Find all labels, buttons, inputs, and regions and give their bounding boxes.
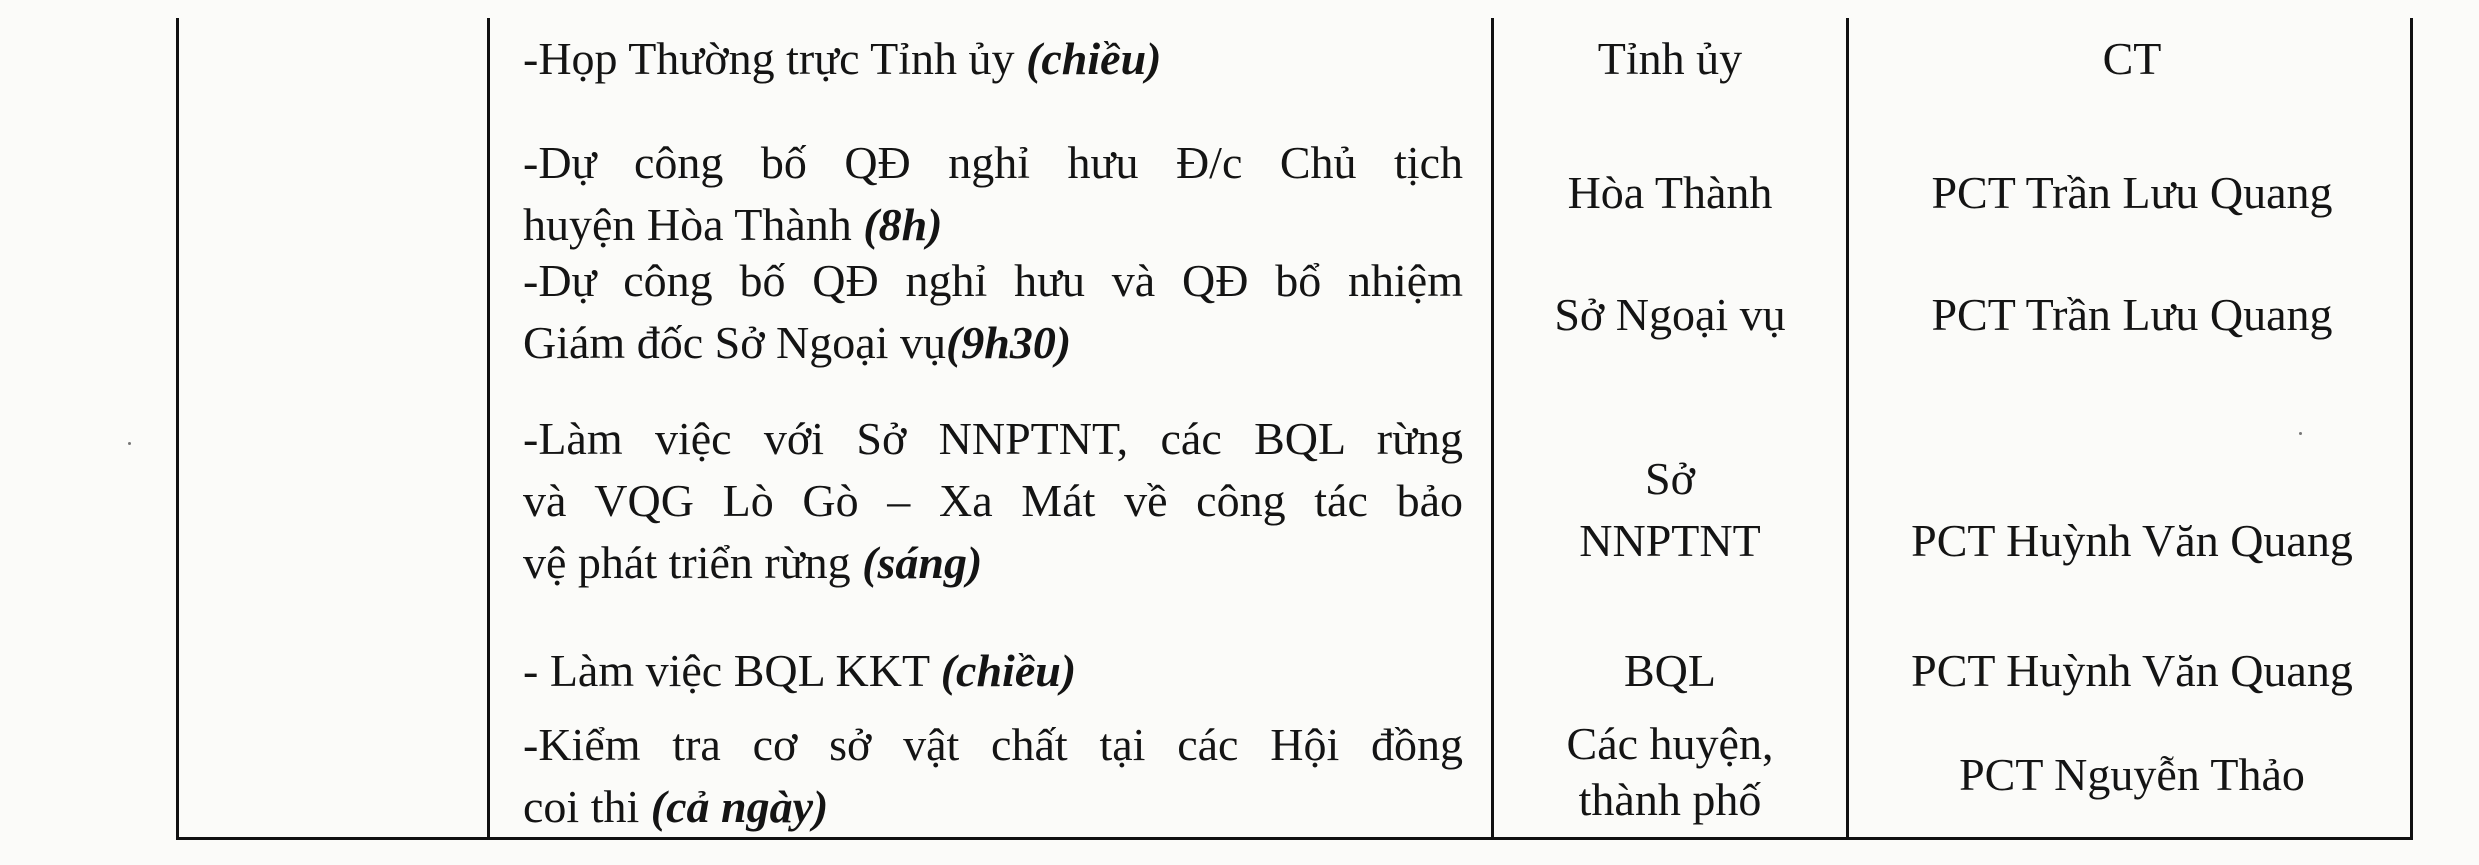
task-text: vệ phát triển rừng	[523, 537, 863, 588]
place-cell	[1497, 448, 1843, 572]
task-cell	[523, 250, 1463, 374]
person-cell	[1851, 28, 2413, 90]
place-text: Các huyện,	[1566, 718, 1774, 769]
person-text: CT	[2102, 33, 2162, 84]
task-cell	[523, 408, 1463, 594]
person-text: PCT Nguyễn Thảo	[1959, 749, 2305, 800]
place-text: Tỉnh ủy	[1597, 33, 1743, 84]
person-text: PCT Trần Lưu Quang	[1931, 167, 2333, 218]
task-cell	[523, 640, 1463, 702]
task-text: - Làm việc BQL KKT	[523, 645, 941, 696]
task-time: (9h30)	[945, 317, 1072, 368]
task-cell	[523, 132, 1463, 256]
place-text: Hòa Thành	[1567, 167, 1773, 218]
place-text: BQL	[1624, 645, 1716, 696]
person-cell	[1851, 744, 2413, 806]
place-text: thành phố	[1578, 774, 1762, 825]
place-text: NNPTNT	[1579, 515, 1761, 566]
task-cell	[523, 28, 1463, 90]
person-cell	[1851, 284, 2413, 346]
place-cell	[1497, 162, 1843, 224]
place-text: Sở Ngoại vụ	[1554, 289, 1786, 340]
person-cell	[1851, 510, 2413, 572]
task-text: huyện Hòa Thành	[523, 199, 864, 250]
task-text: -Dự công bố QĐ nghỉ hưu Đ/c Chủ tịch	[523, 137, 1463, 188]
person-cell	[1851, 640, 2413, 702]
task-text: coi thi	[523, 781, 651, 832]
person-cell	[1851, 162, 2413, 224]
scan-speck	[2299, 432, 2302, 435]
column-divider	[1491, 18, 1494, 837]
task-time: (chiều)	[1026, 33, 1162, 84]
task-text: -Làm việc với Sở NNPTNT, các BQL rừng	[523, 413, 1463, 464]
task-time: (cả ngày)	[650, 781, 829, 832]
task-text: -Kiểm tra cơ sở vật chất tại các Hội đồng	[523, 719, 1463, 770]
schedule-table	[176, 18, 2413, 840]
place-cell	[1497, 640, 1843, 702]
person-text: PCT Huỳnh Văn Quang	[1911, 645, 2353, 696]
task-time: (sáng)	[862, 537, 983, 588]
task-time: (8h)	[863, 199, 943, 250]
task-text: -Dự công bố QĐ nghỉ hưu và QĐ bổ nhiệm	[523, 255, 1463, 306]
place-cell	[1497, 28, 1843, 90]
column-divider	[487, 18, 490, 837]
scan-speck	[128, 442, 131, 445]
task-text: và VQG Lò Gò – Xa Mát về công tác bảo	[523, 475, 1463, 526]
task-text: -Họp Thường trực Tỉnh ủy	[523, 33, 1027, 84]
task-time: (chiều)	[940, 645, 1077, 696]
column-divider	[1846, 18, 1849, 837]
place-cell	[1497, 716, 1843, 828]
person-text: PCT Trần Lưu Quang	[1931, 289, 2333, 340]
task-cell	[523, 714, 1463, 838]
place-text: Sở	[1645, 453, 1695, 504]
person-text: PCT Huỳnh Văn Quang	[1911, 515, 2353, 566]
task-text: Giám đốc Sở Ngoại vụ	[523, 317, 946, 368]
place-cell	[1497, 284, 1843, 346]
